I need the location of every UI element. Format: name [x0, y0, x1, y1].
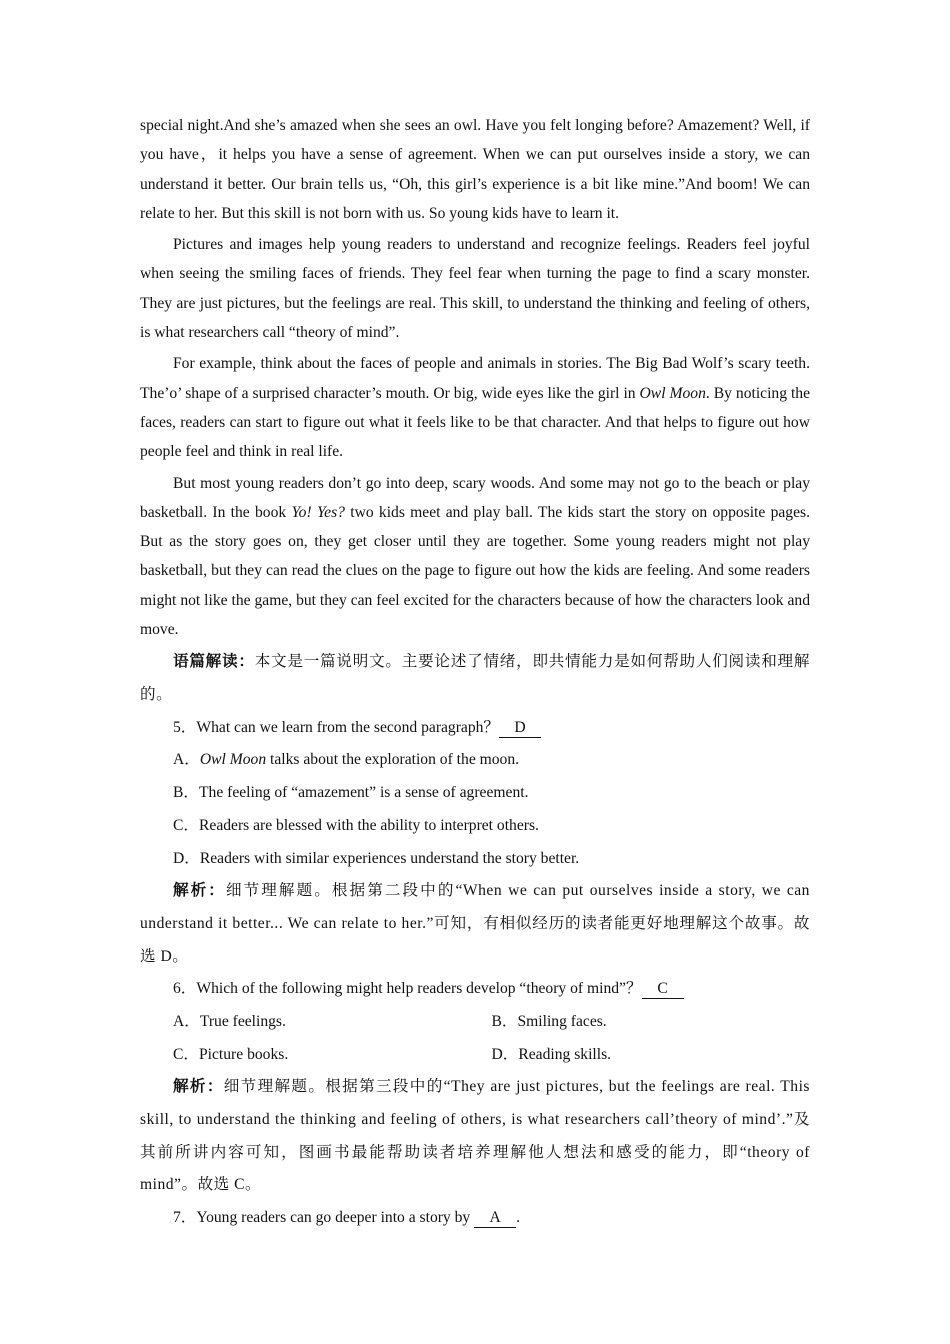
- question-7-end: .: [516, 1209, 521, 1227]
- question-6-answer: C: [642, 980, 684, 999]
- question-5-option-d: D．Readers with similar experiences understand the story better.: [173, 849, 580, 867]
- italic-title: Owl Moon: [639, 384, 706, 402]
- question-5-explanation-label: 解析：: [173, 882, 226, 900]
- italic-title: Yo! Yes?: [291, 503, 345, 521]
- question-5-option-b: B．The feeling of “amazement” is a sense of agreement.: [173, 784, 529, 802]
- passage-paragraph-4: [140, 469, 810, 645]
- question-6-option-d: D．Reading skills.: [491, 1045, 612, 1063]
- document-page: [140, 111, 810, 1235]
- question-6-options-row-2: [140, 1039, 810, 1072]
- question-6-stem: [140, 973, 810, 1006]
- question-6-explanation: [140, 1071, 810, 1202]
- question-5-option-c: C．Readers are blessed with the ability to interpret others.: [173, 816, 539, 834]
- text-run: Pictures and images help young readers to understand and recognize feelings. Readers feel joyful when seeing the smiling faces of friends. They feel fear when turning the page to find a scary monster. They are just pictures, but the feelings are real. This skill, to understand the thinking and feeling of others, is what researchers call “theory of mind”.: [140, 236, 810, 342]
- text-run: talks about the exploration of the moon.: [266, 751, 520, 769]
- reading-summary-label: 语篇解读：: [173, 653, 255, 671]
- passage-paragraph-2: [140, 230, 810, 347]
- question-7-text: 7．Young readers can go deeper into a story by: [173, 1209, 471, 1227]
- question-5-stem: [140, 712, 810, 745]
- question-6-explanation-text: 细节理解题。根据第三段中的“They are just pictures, but the feelings are real. This skill, to understand the thinking and feeling of others, is what researchers call’theory of mind’.”及其前所讲内容可知，图画书最能帮助读者培养理解他人想法和感受的能力，即“theory of mind”。故选 C。: [140, 1078, 810, 1194]
- passage-paragraph-3: [140, 349, 810, 466]
- question-5-text: 5．What can we learn from the second paragraph？: [173, 718, 500, 736]
- reading-summary: [140, 646, 810, 711]
- text-run: But most young readers don’t go into deep, scary woods. And some may not go to the beach or play basketball. In the book: [140, 474, 810, 521]
- question-6-option-b: B．Smiling faces.: [491, 1012, 607, 1030]
- question-6-option-a: A．True feelings.: [173, 1012, 286, 1030]
- question-5-option-a: [140, 744, 810, 777]
- text-run: . By noticing the faces, readers can start to figure out what it feels like to be that character. And that helps to figure out how people feel and think in real life.: [140, 384, 811, 461]
- question-5-answer: D: [499, 719, 541, 738]
- question-6-options-row-1: [140, 1006, 810, 1039]
- text-run: For example, think about the faces of people and animals in stories. The Big Bad Wolf’s scary teeth. The’o’ shape of a surprised character’s mouth. Or big, wide eyes like the girl in: [140, 355, 810, 402]
- passage-paragraph-1: [140, 111, 810, 228]
- question-7-stem: [140, 1202, 810, 1235]
- reading-summary-text: 本文是一篇说明文。主要论述了情绪，即共情能力是如何帮助人们阅读和理解的。: [140, 653, 810, 704]
- question-6-explanation-label: 解析：: [173, 1078, 224, 1096]
- question-5-explanation: [140, 875, 810, 973]
- question-6-text: 6．Which of the following might help readers develop “theory of mind”？: [173, 980, 642, 998]
- text-run: two kids meet and play ball. The kids start the story on opposite pages. But as the story goes on, they get closer until they are together. Some young readers might not play basketball, but they can read the clues on the page to figure out how the kids are feeling. And some readers might not like the game, but they can feel excited for the characters because of how the characters look and move.: [140, 503, 810, 639]
- text-run: A．: [173, 751, 200, 769]
- italic-title: Owl Moon: [199, 751, 267, 769]
- question-5-explanation-text: 细节理解题。根据第二段中的“When we can put ourselves inside a story, we can understand it better... We can relate to her.”可知，有相似经历的读者能更好地理解这个故事。故选 D。: [140, 882, 810, 965]
- question-6-option-c: C．Picture books.: [173, 1045, 289, 1063]
- question-7-answer: A: [474, 1209, 516, 1228]
- text-run: special night.And she’s amazed when she sees an owl. Have you felt longing before? Amazement? Well, if you have，it helps you have a sense of agreement. When we can put ourselves inside a story, we can understand it better. Our brain tells us, “Oh, this girl’s experience is a bit like mine.”And boom! We can relate to her. But this skill is not born with us. So young kids have to learn it.: [140, 117, 810, 222]
